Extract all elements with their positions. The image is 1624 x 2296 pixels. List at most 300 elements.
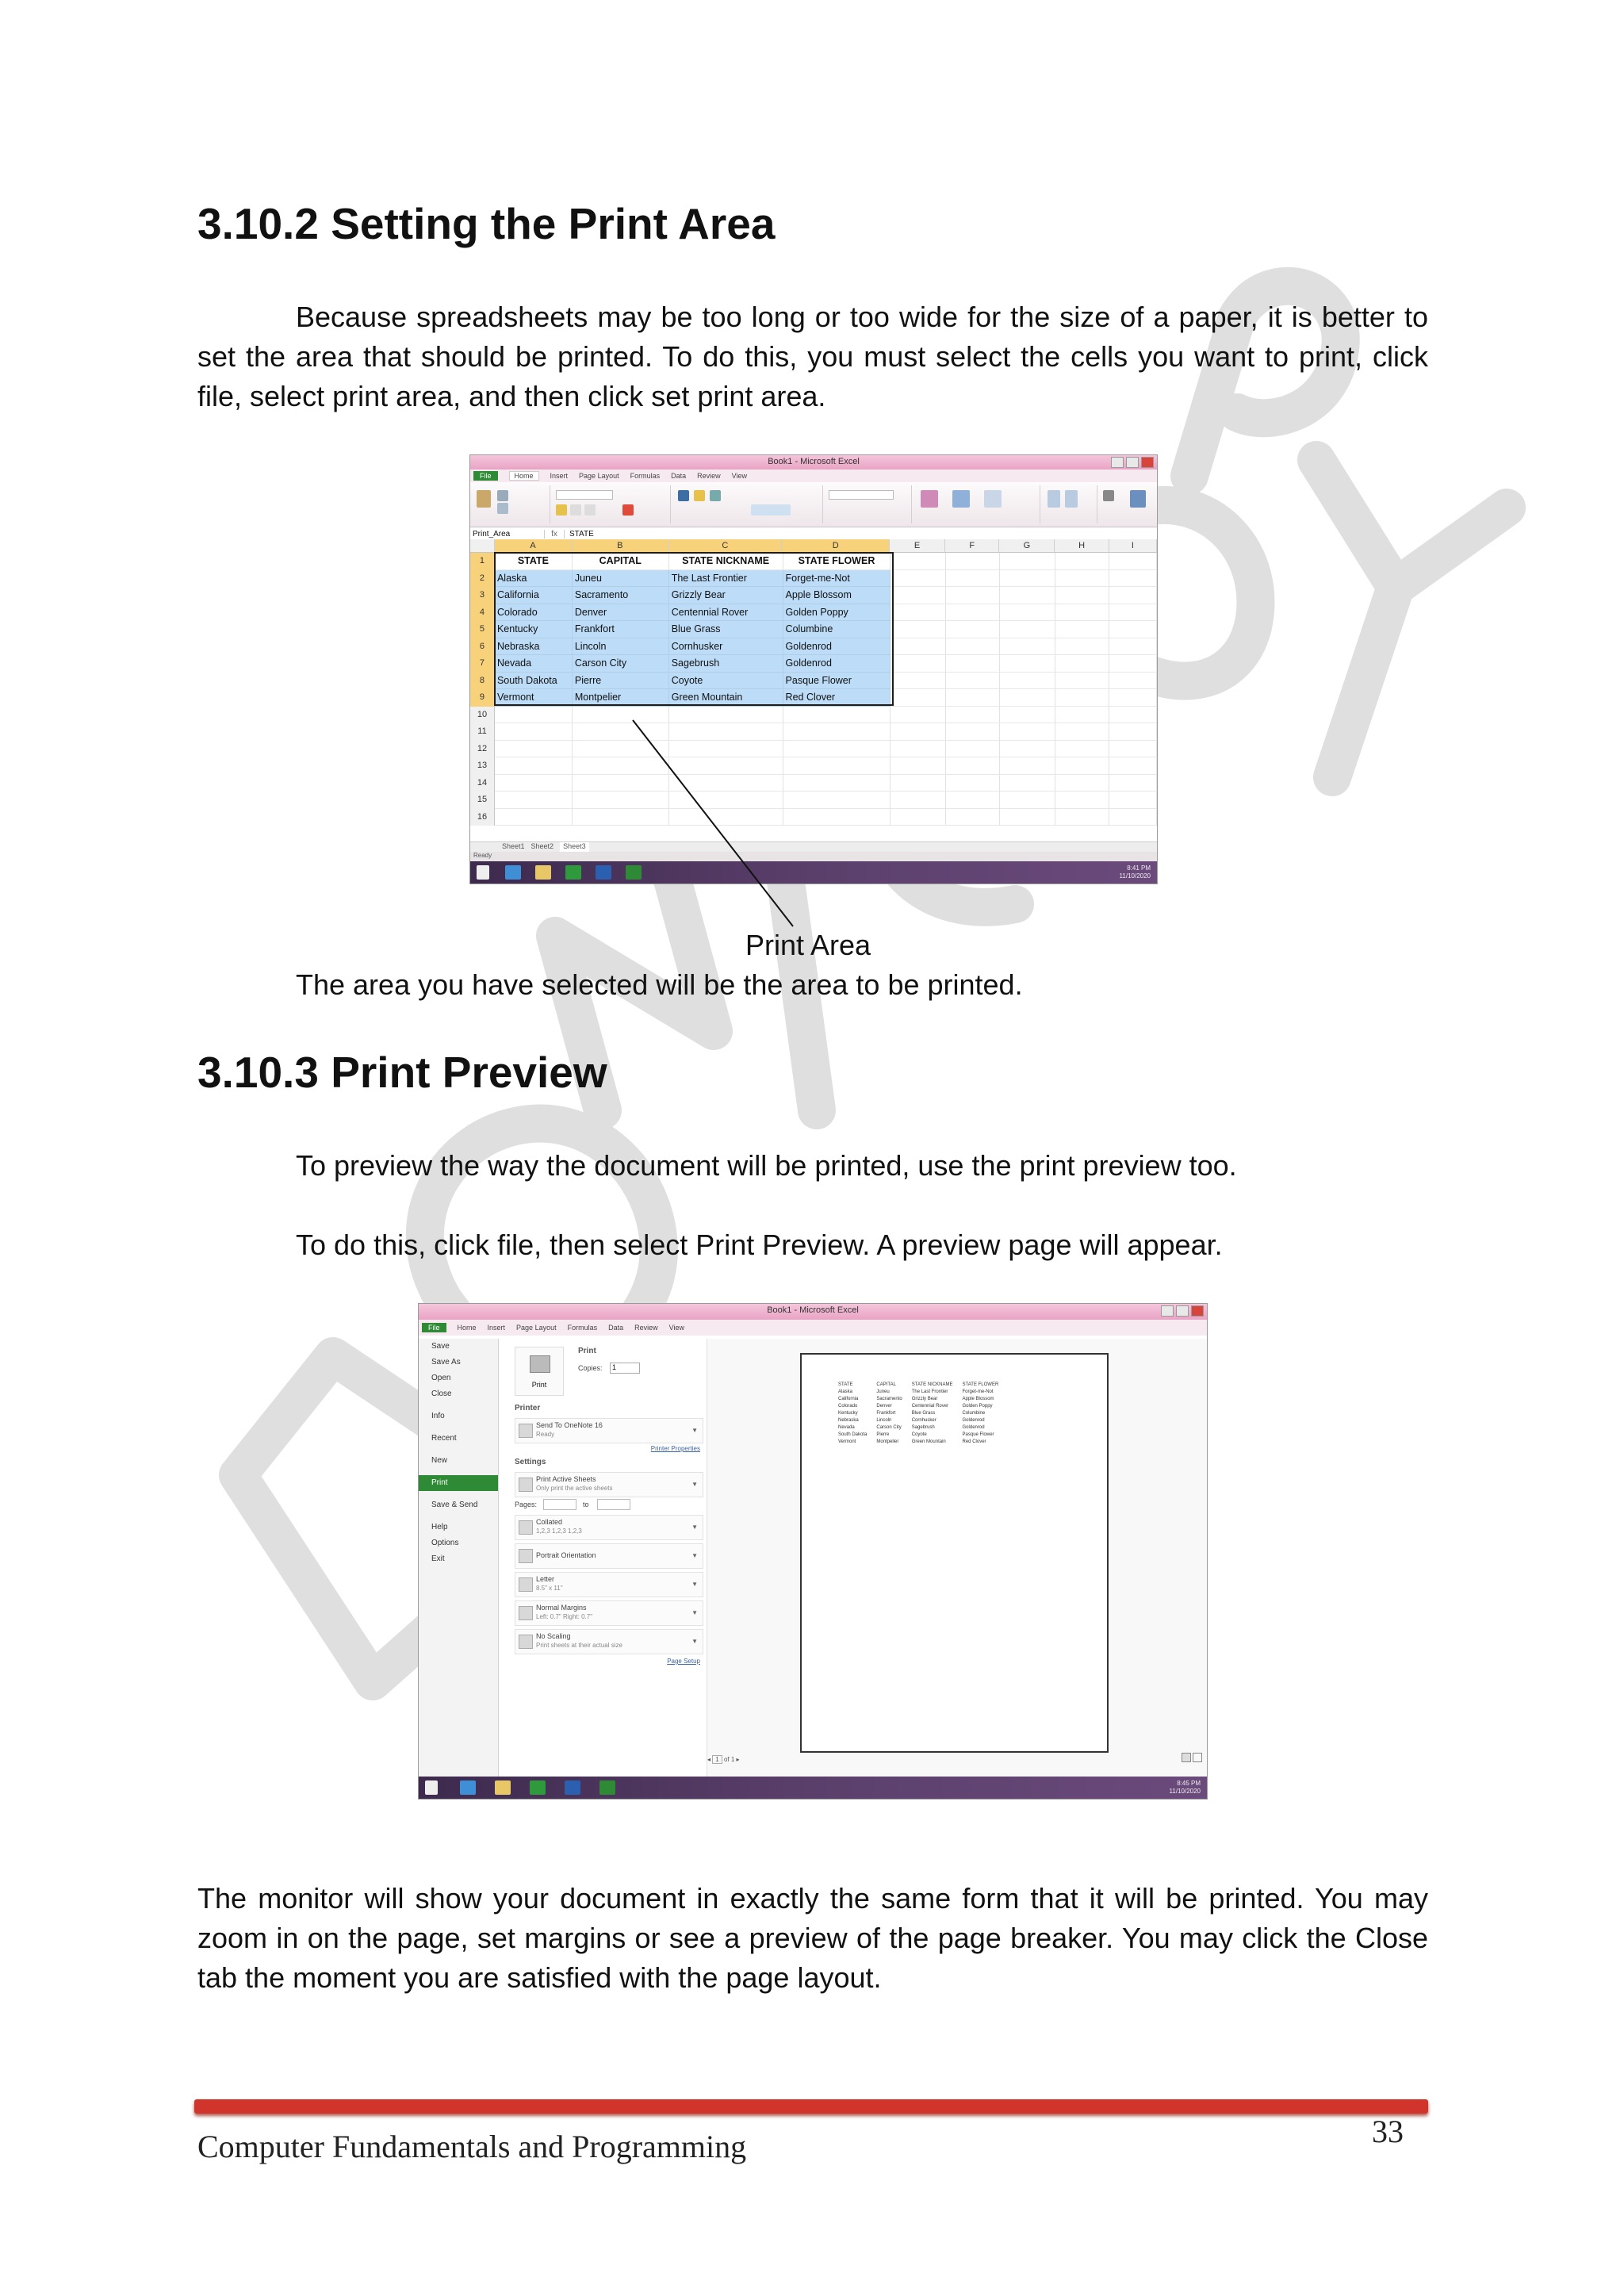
cell[interactable] <box>669 775 783 792</box>
cell[interactable]: Montpelier <box>573 689 669 707</box>
cell[interactable]: Alaska <box>495 570 573 588</box>
column-header[interactable]: H <box>1055 539 1109 552</box>
show-margins-icon[interactable] <box>1193 1753 1202 1762</box>
cell[interactable]: Denver <box>573 604 669 622</box>
printer-dropdown[interactable] <box>515 1418 703 1443</box>
column-header[interactable]: F <box>945 539 999 552</box>
row-number[interactable]: 5 <box>470 621 495 638</box>
cell[interactable] <box>946 809 1000 826</box>
copy-icon[interactable] <box>497 503 508 514</box>
cell[interactable] <box>1055 570 1109 588</box>
cell[interactable]: Centennial Rover <box>669 604 783 622</box>
internet-explorer-icon[interactable] <box>460 1780 476 1795</box>
row-number[interactable]: 9 <box>470 689 495 707</box>
column-headers <box>470 539 1157 553</box>
backstage-options[interactable]: Options <box>431 1539 459 1547</box>
page-number-input[interactable]: 1 <box>712 1755 722 1764</box>
cell[interactable] <box>891 741 946 758</box>
backstage-help[interactable]: Help <box>431 1523 448 1531</box>
tab-data[interactable]: Data <box>608 1324 624 1332</box>
row-number[interactable]: 16 <box>470 809 495 826</box>
tab-formulas[interactable]: Formulas <box>630 472 661 480</box>
cell-styles-icon[interactable] <box>984 490 1002 508</box>
orientation-dropdown[interactable] <box>515 1543 703 1569</box>
row-number[interactable]: 15 <box>470 792 495 809</box>
cell[interactable] <box>891 655 946 673</box>
print-button[interactable] <box>515 1347 564 1396</box>
cell[interactable]: Cornhusker <box>669 638 783 656</box>
cell[interactable] <box>1000 757 1055 775</box>
tab-review[interactable]: Review <box>697 472 721 480</box>
column-header[interactable]: E <box>890 539 945 552</box>
paste-icon[interactable] <box>477 490 491 508</box>
cell[interactable] <box>1055 809 1109 826</box>
cell[interactable] <box>891 792 946 809</box>
format-as-table-icon[interactable] <box>952 490 970 508</box>
cell[interactable] <box>783 792 891 809</box>
cell[interactable] <box>1000 723 1055 741</box>
tab-view[interactable]: View <box>668 1324 684 1332</box>
cell[interactable] <box>1055 673 1109 690</box>
close-icon[interactable] <box>1191 1305 1204 1317</box>
tab-home[interactable]: Home <box>509 471 539 481</box>
row-number[interactable]: 1 <box>470 553 495 570</box>
excel-taskbar-icon[interactable] <box>599 1780 615 1795</box>
setting-sub: 8.5" x 11" <box>536 1585 563 1592</box>
cell[interactable] <box>1109 707 1157 724</box>
preview-cell: Cornhusker <box>911 1418 936 1423</box>
cell[interactable] <box>1055 723 1109 741</box>
preview-cell: Montpelier <box>876 1439 899 1444</box>
cell[interactable] <box>946 689 1000 707</box>
backstage-print[interactable]: Print <box>419 1475 498 1491</box>
printer-properties-link[interactable]: Printer Properties <box>650 1445 700 1452</box>
cell[interactable] <box>891 775 946 792</box>
preview-row <box>833 1396 1003 1403</box>
preview-cell: Green Mountain <box>911 1439 946 1444</box>
cell[interactable] <box>946 553 1000 570</box>
cell[interactable]: Sagebrush <box>669 655 783 673</box>
preview-cell: Grizzly Bear <box>911 1397 938 1401</box>
column-header[interactable]: G <box>999 539 1055 552</box>
column-header[interactable]: D <box>782 539 889 552</box>
backstage-save-as[interactable]: Save As <box>431 1358 461 1366</box>
cell[interactable] <box>1055 792 1109 809</box>
cell[interactable]: Nebraska <box>495 638 573 656</box>
word-icon[interactable] <box>596 865 611 880</box>
cell[interactable] <box>1000 792 1055 809</box>
sort-filter-icon[interactable] <box>1130 490 1146 508</box>
tab-page-layout[interactable]: Page Layout <box>579 472 619 480</box>
cell[interactable] <box>495 723 573 741</box>
cell[interactable] <box>1055 741 1109 758</box>
cell[interactable] <box>1109 809 1157 826</box>
cell[interactable] <box>1109 757 1157 775</box>
file-explorer-icon[interactable] <box>535 865 551 880</box>
cell[interactable]: CAPITAL <box>573 553 669 570</box>
cell[interactable] <box>946 638 1000 656</box>
cell[interactable] <box>495 809 573 826</box>
cell[interactable]: STATE NICKNAME <box>669 553 783 570</box>
taskbar-clock <box>1170 1780 1201 1796</box>
start-icon[interactable] <box>425 1780 438 1795</box>
internet-explorer-icon[interactable] <box>505 865 521 880</box>
delete-cells-icon[interactable] <box>1065 490 1078 508</box>
cell[interactable] <box>1000 604 1055 622</box>
cell[interactable] <box>891 553 946 570</box>
tab-data[interactable]: Data <box>671 472 687 480</box>
cell[interactable] <box>891 587 946 604</box>
worksheet-grid <box>470 539 1157 826</box>
preview-cell: Carson City <box>876 1425 902 1430</box>
prev-page-icon[interactable]: ◂ <box>707 1756 711 1763</box>
cell[interactable]: Green Mountain <box>669 689 783 707</box>
cell[interactable]: Carson City <box>573 655 669 673</box>
tab-file[interactable]: File <box>473 471 498 481</box>
cell[interactable] <box>1055 757 1109 775</box>
cell[interactable] <box>946 673 1000 690</box>
backstage-save[interactable]: Save <box>431 1342 450 1351</box>
cell[interactable]: The Last Frontier <box>669 570 783 588</box>
merge-center-icon[interactable] <box>751 504 791 516</box>
store-icon[interactable] <box>530 1780 546 1795</box>
cell[interactable] <box>1109 638 1157 656</box>
cell[interactable] <box>1055 689 1109 707</box>
cell[interactable] <box>783 775 891 792</box>
tab-home[interactable]: Home <box>457 1324 477 1332</box>
cell[interactable] <box>573 757 669 775</box>
setting-label: Print Active Sheets <box>536 1475 596 1483</box>
scaling-dropdown[interactable] <box>515 1629 703 1654</box>
cell[interactable] <box>1055 621 1109 638</box>
cell[interactable] <box>1000 655 1055 673</box>
cell[interactable] <box>1000 621 1055 638</box>
cell[interactable] <box>1055 638 1109 656</box>
start-icon[interactable] <box>477 865 489 880</box>
cell[interactable]: STATE FLOWER <box>783 553 891 570</box>
cell[interactable] <box>946 707 1000 724</box>
cell[interactable] <box>573 792 669 809</box>
cell[interactable] <box>1109 570 1157 588</box>
cell[interactable] <box>783 757 891 775</box>
cell[interactable] <box>946 723 1000 741</box>
backstage-close[interactable]: Close <box>431 1389 452 1398</box>
cell[interactable] <box>891 809 946 826</box>
cell[interactable] <box>1055 775 1109 792</box>
cell[interactable] <box>495 707 573 724</box>
print-area-selection <box>494 552 894 706</box>
word-icon[interactable] <box>565 1780 580 1795</box>
cell[interactable] <box>946 655 1000 673</box>
preview-row <box>833 1439 1003 1446</box>
column-header[interactable]: I <box>1109 539 1157 552</box>
minimize-icon[interactable] <box>1111 457 1124 468</box>
cell[interactable] <box>946 741 1000 758</box>
windows-taskbar <box>470 861 1157 884</box>
sheet-tab[interactable]: Sheet2 <box>530 842 554 850</box>
row-number[interactable]: 4 <box>470 604 495 622</box>
row-number[interactable]: 8 <box>470 673 495 690</box>
cell[interactable] <box>891 638 946 656</box>
cell[interactable] <box>1000 673 1055 690</box>
print-button-label: Print <box>531 1381 547 1389</box>
insert-cells-icon[interactable] <box>1048 490 1060 508</box>
bold-icon[interactable] <box>556 504 567 516</box>
sheets-icon <box>519 1478 533 1492</box>
cell[interactable]: Lincoln <box>573 638 669 656</box>
italic-icon[interactable] <box>570 504 581 516</box>
backstage-save-send[interactable]: Save & Send <box>431 1501 478 1509</box>
setting-label: Normal Margins <box>536 1604 587 1612</box>
cell[interactable] <box>946 757 1000 775</box>
paper-size-dropdown[interactable] <box>515 1572 703 1597</box>
tab-page-layout[interactable]: Page Layout <box>516 1324 557 1332</box>
cell[interactable] <box>1055 707 1109 724</box>
pages-from-input[interactable] <box>543 1499 576 1510</box>
cell[interactable] <box>1055 604 1109 622</box>
maximize-icon[interactable] <box>1126 457 1139 468</box>
page-setup-link[interactable]: Page Setup <box>667 1658 700 1665</box>
cell[interactable] <box>946 792 1000 809</box>
cell[interactable] <box>669 741 783 758</box>
preview-cell: Pasque Flower <box>962 1432 994 1437</box>
row-number[interactable]: 12 <box>470 741 495 758</box>
row-number[interactable]: 6 <box>470 638 495 656</box>
cell[interactable] <box>1109 792 1157 809</box>
setting-sub: Print sheets at their actual size <box>536 1642 622 1649</box>
zoom-to-page-icon[interactable] <box>1182 1753 1191 1762</box>
cell[interactable] <box>1000 707 1055 724</box>
cell[interactable]: Columbine <box>783 621 891 638</box>
cell[interactable] <box>946 621 1000 638</box>
cell[interactable] <box>1055 587 1109 604</box>
tab-insert[interactable]: Insert <box>487 1324 506 1332</box>
close-icon[interactable] <box>1141 457 1154 468</box>
chevron-down-icon: ▼ <box>691 1638 698 1645</box>
file-explorer-icon[interactable] <box>495 1780 511 1795</box>
row-number[interactable]: 14 <box>470 775 495 792</box>
maximize-icon[interactable] <box>1176 1305 1189 1317</box>
cell[interactable]: Goldenrod <box>783 638 891 656</box>
worksheet-row <box>470 707 1157 724</box>
align-middle-icon[interactable] <box>694 490 705 501</box>
cell[interactable] <box>891 621 946 638</box>
cell[interactable]: Apple Blossom <box>783 587 891 604</box>
scaling-icon <box>519 1635 533 1649</box>
cell[interactable]: Forget-me-Not <box>783 570 891 588</box>
minimize-icon[interactable] <box>1161 1305 1174 1317</box>
row-number[interactable]: 11 <box>470 723 495 741</box>
cell[interactable]: Coyote <box>669 673 783 690</box>
cell[interactable] <box>946 587 1000 604</box>
cell[interactable] <box>1109 587 1157 604</box>
tab-formulas[interactable]: Formulas <box>567 1324 598 1332</box>
cell[interactable] <box>1000 689 1055 707</box>
cell[interactable] <box>573 723 669 741</box>
cell[interactable] <box>946 775 1000 792</box>
cell[interactable] <box>495 741 573 758</box>
cell[interactable] <box>573 741 669 758</box>
conditional-formatting-icon[interactable] <box>921 490 938 508</box>
font-color-icon[interactable] <box>622 504 634 516</box>
preview-cell: Denver <box>876 1404 892 1409</box>
row-number[interactable]: 10 <box>470 707 495 724</box>
cell[interactable] <box>1109 689 1157 707</box>
cell[interactable] <box>1109 553 1157 570</box>
cell[interactable] <box>573 707 669 724</box>
cell[interactable] <box>669 707 783 724</box>
wrap-text-icon[interactable] <box>710 490 721 501</box>
cell[interactable] <box>669 792 783 809</box>
next-page-icon[interactable]: ▸ <box>736 1756 740 1763</box>
backstage-info[interactable]: Info <box>431 1412 445 1420</box>
cell[interactable] <box>891 673 946 690</box>
cell[interactable] <box>891 707 946 724</box>
store-icon[interactable] <box>565 865 581 880</box>
row-number[interactable]: 13 <box>470 757 495 775</box>
status-bar: Ready <box>470 852 1158 861</box>
cell[interactable]: Goldenrod <box>783 655 891 673</box>
cell[interactable] <box>891 570 946 588</box>
font-name-box[interactable] <box>556 490 613 500</box>
cell[interactable] <box>946 570 1000 588</box>
cell[interactable] <box>1055 553 1109 570</box>
cell[interactable] <box>1109 604 1157 622</box>
sheet-tab[interactable]: Sheet1 <box>502 842 525 850</box>
row-number[interactable]: 3 <box>470 587 495 604</box>
cell[interactable] <box>891 604 946 622</box>
tab-view[interactable]: View <box>731 472 747 480</box>
name-box[interactable]: Print_Area <box>470 530 545 539</box>
cell[interactable]: Sacramento <box>573 587 669 604</box>
printer-heading: Printer <box>515 1404 541 1412</box>
backstage-exit[interactable]: Exit <box>431 1554 445 1563</box>
underline-icon[interactable] <box>584 504 596 516</box>
preview-cell: Nevada <box>838 1425 855 1430</box>
cell[interactable] <box>1109 655 1157 673</box>
cell[interactable] <box>891 723 946 741</box>
cut-icon[interactable] <box>497 490 508 501</box>
cell[interactable]: Juneu <box>573 570 669 588</box>
cell[interactable] <box>1000 809 1055 826</box>
cell[interactable] <box>1109 723 1157 741</box>
cell[interactable]: Nevada <box>495 655 573 673</box>
preview-cell: Juneu <box>876 1389 890 1394</box>
cell[interactable]: Golden Poppy <box>783 604 891 622</box>
copies-input[interactable]: 1 <box>610 1363 640 1374</box>
column-header[interactable]: B <box>573 539 669 552</box>
cell[interactable] <box>573 809 669 826</box>
cell[interactable] <box>891 757 946 775</box>
cell[interactable]: Kentucky <box>495 621 573 638</box>
print-settings-panel <box>499 1339 707 1777</box>
tab-insert[interactable]: Insert <box>550 472 569 480</box>
select-all-corner[interactable] <box>470 539 495 552</box>
editing-group <box>1098 485 1157 523</box>
backstage-open[interactable]: Open <box>431 1374 451 1382</box>
column-header[interactable]: A <box>495 539 573 552</box>
cell[interactable]: Colorado <box>495 604 573 622</box>
cell[interactable]: Frankfort <box>573 621 669 638</box>
pages-to-input[interactable] <box>597 1499 630 1510</box>
preview-header-cell: STATE NICKNAME <box>911 1382 953 1387</box>
sheet-tab-active[interactable]: Sheet3 <box>560 842 589 853</box>
cell[interactable] <box>1000 775 1055 792</box>
cell[interactable]: Grizzly Bear <box>669 587 783 604</box>
excel-taskbar-icon[interactable] <box>626 865 642 880</box>
backstage-new[interactable]: New <box>431 1456 448 1465</box>
cell[interactable] <box>495 757 573 775</box>
formula-input[interactable]: STATE <box>569 529 594 539</box>
cell[interactable]: California <box>495 587 573 604</box>
cell[interactable] <box>669 757 783 775</box>
cell[interactable] <box>573 775 669 792</box>
cell[interactable]: Pierre <box>573 673 669 690</box>
cell[interactable] <box>495 792 573 809</box>
cell[interactable] <box>1109 775 1157 792</box>
cell[interactable] <box>1109 621 1157 638</box>
cell[interactable] <box>946 604 1000 622</box>
preview-row <box>833 1403 1003 1410</box>
page-of-label: of 1 <box>723 1756 735 1763</box>
cell[interactable] <box>495 775 573 792</box>
cell[interactable] <box>1000 570 1055 588</box>
cell[interactable] <box>783 741 891 758</box>
align-icon[interactable] <box>678 490 689 501</box>
preview-cell: Coyote <box>911 1432 927 1437</box>
cell[interactable]: South Dakota <box>495 673 573 690</box>
column-header[interactable]: C <box>668 539 782 552</box>
row-number[interactable]: 7 <box>470 655 495 673</box>
fx-icon[interactable]: fx <box>545 530 565 539</box>
cell[interactable] <box>891 689 946 707</box>
cell[interactable] <box>783 809 891 826</box>
clock-date: 11/10/2020 <box>1119 872 1151 880</box>
windows-taskbar <box>419 1777 1207 1799</box>
cell[interactable] <box>1109 741 1157 758</box>
autosum-icon[interactable] <box>1103 490 1114 501</box>
cell[interactable] <box>669 723 783 741</box>
tab-file[interactable]: File <box>422 1323 446 1332</box>
collated-dropdown[interactable] <box>515 1515 703 1540</box>
preview-cell: Goldenrod <box>962 1425 985 1430</box>
preview-cell: Pierre <box>876 1432 890 1437</box>
cell[interactable] <box>1000 587 1055 604</box>
cell[interactable]: Blue Grass <box>669 621 783 638</box>
cell[interactable] <box>1109 673 1157 690</box>
cell[interactable]: Vermont <box>495 689 573 707</box>
cell[interactable] <box>669 809 783 826</box>
cell[interactable] <box>783 723 891 741</box>
preview-pane <box>707 1339 1207 1777</box>
cell[interactable] <box>783 707 891 724</box>
cell[interactable] <box>1000 553 1055 570</box>
clipboard-group <box>470 485 550 523</box>
cell[interactable]: Pasque Flower <box>783 673 891 690</box>
cell[interactable] <box>1000 741 1055 758</box>
cell[interactable] <box>1055 655 1109 673</box>
margins-dropdown[interactable] <box>515 1600 703 1626</box>
row-number[interactable]: 2 <box>470 570 495 588</box>
number-format-box[interactable] <box>829 490 894 500</box>
tab-review[interactable]: Review <box>634 1324 658 1332</box>
cell[interactable]: STATE <box>495 553 573 570</box>
printer-icon <box>530 1355 550 1373</box>
cell[interactable]: Red Clover <box>783 689 891 707</box>
backstage-recent[interactable]: Recent <box>431 1434 457 1443</box>
print-active-sheets-dropdown[interactable] <box>515 1472 703 1497</box>
cell[interactable] <box>1000 638 1055 656</box>
